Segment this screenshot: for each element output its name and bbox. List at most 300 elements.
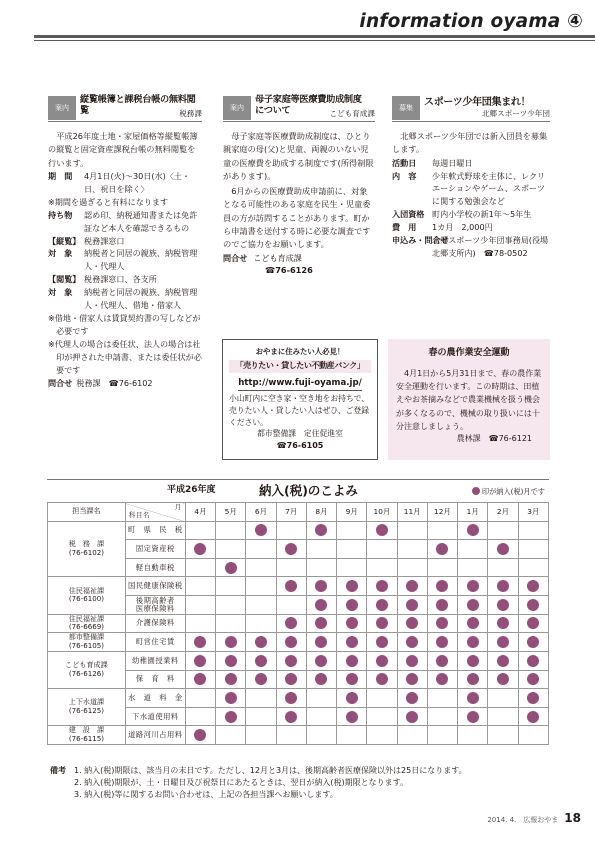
detail-key: 期 間 (48, 170, 73, 181)
payment-dot-icon (255, 673, 267, 685)
month-cell (276, 521, 306, 540)
payment-dot-icon (194, 636, 206, 648)
month-cell (397, 652, 427, 671)
month-header: 2月 (488, 503, 518, 522)
category-tag: 募集 (392, 96, 420, 120)
corner-month-label: 月 (174, 503, 182, 511)
month-cell (185, 558, 215, 577)
item-cell: 固定資産税 (125, 540, 185, 559)
payment-dot-icon (315, 580, 327, 592)
detail-value: 少年軟式野球を主体に、レクリエーションやゲーム、スポーツに関する勉強会など (432, 170, 546, 207)
month-cell (306, 707, 336, 726)
month-cell (518, 670, 548, 689)
payment-dot-icon (194, 729, 206, 741)
payment-dot-icon (527, 617, 539, 629)
box-contact: 農林課 ☎76-6121 (456, 433, 532, 443)
detail-value: 4月1日(火)〜30日(水)〈土・日、祝日を除く〉 (84, 170, 191, 194)
month-cell (216, 558, 246, 577)
article-paragraph: 6月からの医療費助成申請前に、対象となる可能性のある家庭を民生・児童委員の方が訪問することがあります。町から申請書を送付する時に必要な調査ですのでご協力をお願いします。 (223, 186, 371, 250)
payment-dot-icon (376, 636, 388, 648)
item-cell: 軽自動車税 (125, 558, 185, 577)
table-row (48, 652, 549, 671)
month-cell (306, 726, 336, 745)
payment-dot-icon (346, 617, 358, 629)
payment-dot-icon (194, 655, 206, 667)
month-cell (216, 540, 246, 559)
payment-dot-icon (315, 599, 327, 611)
payment-dot-icon (467, 711, 479, 723)
month-cell (427, 670, 457, 689)
article-header (392, 92, 550, 122)
detail-key: 入団資格 (392, 209, 425, 220)
month-cell (458, 614, 488, 633)
month-cell (458, 689, 488, 708)
payment-dot-icon (194, 543, 206, 555)
month-cell (488, 577, 518, 596)
month-cell (185, 633, 215, 652)
detail-row (48, 235, 202, 248)
payment-dot-icon (497, 655, 509, 667)
payment-dot-icon (255, 655, 267, 667)
month-cell (216, 707, 246, 726)
payment-dot-icon (467, 580, 479, 592)
month-cell (367, 707, 397, 726)
month-cell (427, 595, 457, 614)
month-cell (458, 595, 488, 614)
payment-dot-icon (406, 636, 418, 648)
payment-dot-icon (346, 599, 358, 611)
payment-dot-icon (376, 673, 388, 685)
payment-dot-icon (527, 673, 539, 685)
month-cell (185, 652, 215, 671)
month-header: 1月 (458, 503, 488, 522)
box-title: 「売りたい・貸したい不動産バンク」 (229, 360, 371, 372)
note-item: 1. 納入(税)期限は、該当月の末日です。ただし、12月と3月は、後期高齢者医療保険以外は25日になります。 (74, 766, 467, 775)
dept-cell: 建 設 課 (76-6115) (48, 726, 126, 745)
payment-dot-icon (315, 524, 327, 536)
month-header: 9月 (337, 503, 367, 522)
detail-value: ※期間を過ぎると有料になります (48, 196, 169, 207)
month-cell (246, 521, 276, 540)
payment-dot-icon (406, 711, 418, 723)
payment-dot-icon (346, 636, 358, 648)
item-cell: 介護保険料 (125, 614, 185, 633)
category-tag: 案内 (223, 96, 251, 120)
contact-label: 問合せ (223, 252, 248, 263)
article-dept: こども育成課 (329, 109, 375, 119)
article-header (223, 92, 375, 122)
real-estate-bank-box (222, 339, 378, 460)
item-cell: 水 道 料 金 (125, 689, 185, 708)
payment-dot-icon (315, 673, 327, 685)
payment-dot-icon (497, 543, 509, 555)
month-cell (337, 540, 367, 559)
corner-header (125, 503, 185, 522)
month-cell (427, 614, 457, 633)
month-cell (397, 521, 427, 540)
month-cell (367, 726, 397, 745)
month-header: 10月 (367, 503, 397, 522)
dept-cell: 都市整備課 (76-6105) (48, 633, 126, 652)
payment-dot-icon (436, 655, 448, 667)
dept-header: 担当課名 (48, 503, 126, 522)
farm-safety-box (388, 339, 550, 460)
month-cell (458, 652, 488, 671)
month-cell (367, 614, 397, 633)
detail-row (392, 157, 550, 170)
month-cell (216, 689, 246, 708)
detail-value: 納税者と同居の親族、納税管理人・代理人、借地・借家人 (84, 287, 198, 311)
corner-item-label: 科目名 (128, 511, 150, 520)
month-cell (488, 652, 518, 671)
calendar-year: 平成26年度 (167, 485, 216, 495)
payment-dot-icon (467, 524, 479, 536)
month-cell (397, 707, 427, 726)
article-title: 縦覧帳簿と課税台帳の無料閲覧 (80, 94, 196, 117)
month-cell (306, 595, 336, 614)
box-text: 小山町内に空き家・空き地をお持ちで、売りたい人・貸したい人はぜひ、ご登録ください。 (229, 394, 370, 427)
article-medical-aid (223, 92, 375, 277)
month-cell (276, 614, 306, 633)
detail-value: 北郷スポーツ少年団事務局(役場北郷支所内) ☎78-0502 (432, 235, 549, 259)
month-cell (185, 689, 215, 708)
detail-key: 内 容 (392, 170, 417, 181)
month-cell (337, 521, 367, 540)
payment-dot-icon (406, 599, 418, 611)
month-header: 7月 (276, 503, 306, 522)
article-intro: 平成26年度土地・家屋価格等縦覧帳簿の縦覧と固定資産課税台帳の無料閲覧を行います。 (48, 131, 198, 168)
payment-dot-icon (527, 599, 539, 611)
website-link[interactable]: http://www.fuji-oyama.jp/ (238, 377, 362, 391)
payment-dot-icon (406, 655, 418, 667)
month-cell (337, 707, 367, 726)
month-cell (337, 558, 367, 577)
month-cell (518, 652, 548, 671)
month-cell (337, 577, 367, 596)
article-details (392, 157, 550, 261)
month-cell (488, 707, 518, 726)
article-sports-club (392, 92, 550, 260)
payment-dot-icon (346, 580, 358, 592)
detail-key: 【閲覧】 (48, 274, 81, 285)
month-cell (427, 577, 457, 596)
month-cell (367, 670, 397, 689)
detail-key: 持ち物 (48, 209, 73, 220)
month-cell (185, 707, 215, 726)
payment-dot-icon (376, 580, 388, 592)
month-cell (306, 689, 336, 708)
table-row (48, 726, 549, 745)
month-cell (427, 707, 457, 726)
month-cell (397, 577, 427, 596)
detail-value: 税務課窓口、各支所 (84, 274, 157, 285)
payment-dot-icon (497, 673, 509, 685)
month-cell (216, 614, 246, 633)
month-cell (367, 558, 397, 577)
month-cell (216, 652, 246, 671)
item-cell: 町 県 民 税 (125, 521, 185, 540)
payment-dot-icon (527, 636, 539, 648)
item-cell: 後期高齢者 医療保険料 (125, 595, 185, 614)
payment-dot-icon (285, 636, 297, 648)
payment-dot-icon (285, 692, 297, 704)
month-cell (458, 540, 488, 559)
payment-dot-icon (406, 617, 418, 629)
article-note: ※代理人の場合は委任状、法人の場合は社印が押された申請書、または委任状が必要です (48, 339, 202, 375)
month-cell (276, 595, 306, 614)
month-cell (246, 558, 276, 577)
month-cell (488, 614, 518, 633)
payment-dot-icon (436, 580, 448, 592)
detail-value: 認め印、納税通知書または免許証など本人を確認できるもの (84, 209, 198, 233)
month-cell (246, 540, 276, 559)
month-cell (246, 595, 276, 614)
contact-dept: こども育成課 (253, 252, 302, 263)
notes-label: 備考 (50, 766, 66, 775)
payment-dot-icon (497, 580, 509, 592)
article-intro: 北郷スポーツ少年団では新入団員を募集します。 (392, 131, 548, 155)
month-cell (337, 670, 367, 689)
month-cell (488, 521, 518, 540)
payment-dot-icon (436, 543, 448, 555)
payment-dot-icon (285, 655, 297, 667)
month-cell (427, 726, 457, 745)
month-cell (427, 689, 457, 708)
month-cell (488, 595, 518, 614)
payment-dot-icon (527, 711, 539, 723)
article-note: ※借地・借家人は賃貸契約書の写しなどが必要です (48, 313, 201, 337)
note-item: 3. 納入(税)等に関するお問い合わせは、上記の各担当課へお願いします。 (74, 790, 338, 799)
detail-value: 毎週日曜日 (432, 157, 473, 168)
month-cell (185, 614, 215, 633)
detail-value: 1カ月 2,000円 (432, 222, 493, 233)
payment-dot-icon (376, 599, 388, 611)
page-number: 18 (564, 811, 581, 826)
item-cell: 保 育 料 (125, 670, 185, 689)
payment-dot-icon (225, 692, 237, 704)
month-cell (185, 670, 215, 689)
detail-row (48, 209, 202, 235)
detail-key: 【縦覧】 (48, 235, 81, 246)
payment-dot-icon (527, 655, 539, 667)
month-cell (216, 577, 246, 596)
payment-dot-icon (315, 636, 327, 648)
detail-key: 対 象 (48, 248, 73, 259)
month-cell (488, 726, 518, 745)
month-cell (458, 577, 488, 596)
month-cell (397, 726, 427, 745)
month-cell (427, 521, 457, 540)
payment-dot-icon (285, 711, 297, 723)
calendar-legend (472, 486, 545, 497)
month-cell (276, 670, 306, 689)
month-cell (276, 577, 306, 596)
month-cell (367, 521, 397, 540)
month-cell (337, 689, 367, 708)
table-row (48, 614, 549, 633)
article-details (48, 170, 202, 312)
detail-row (392, 234, 550, 260)
month-cell (518, 689, 548, 708)
month-cell (276, 689, 306, 708)
calendar-notes (50, 765, 467, 801)
article-dept: 税務課 (179, 109, 202, 119)
detail-row (392, 170, 550, 209)
month-header: 12月 (427, 503, 457, 522)
month-cell (246, 726, 276, 745)
header-rule (34, 35, 595, 38)
month-cell (427, 652, 457, 671)
article-tax-ledger (48, 92, 202, 390)
article-dept: 北郷スポーツ少年団 (481, 109, 550, 119)
month-cell (216, 595, 246, 614)
detail-row (48, 286, 202, 312)
payment-dot-icon (285, 617, 297, 629)
month-cell (246, 633, 276, 652)
item-cell: 幼稚園授業料 (125, 652, 185, 671)
month-cell (367, 540, 397, 559)
payment-dot-icon (497, 599, 509, 611)
payment-dot-icon (255, 636, 267, 648)
dept-cell: 住民福祉課 (76-6100) (48, 577, 126, 614)
month-cell (458, 633, 488, 652)
month-cell (367, 595, 397, 614)
payment-dot-icon (406, 692, 418, 704)
month-header: 8月 (306, 503, 336, 522)
payment-dot-icon (255, 524, 267, 536)
item-cell: 下水道使用料 (125, 707, 185, 726)
month-cell (306, 540, 336, 559)
table-row (48, 521, 549, 540)
month-cell (518, 707, 548, 726)
payment-dot-icon (315, 655, 327, 667)
payment-dot-icon (406, 580, 418, 592)
month-cell (337, 726, 367, 745)
month-header: 5月 (216, 503, 246, 522)
payment-dot-icon (467, 655, 479, 667)
detail-key: 活動日 (392, 157, 417, 168)
payment-dot-icon (467, 636, 479, 648)
calendar-header (47, 479, 549, 501)
month-cell (397, 633, 427, 652)
month-cell (216, 633, 246, 652)
payment-dot-icon (346, 692, 358, 704)
month-cell (306, 577, 336, 596)
month-cell (337, 614, 367, 633)
month-cell (458, 670, 488, 689)
month-cell (276, 707, 306, 726)
month-cell (246, 652, 276, 671)
payment-dot-icon (225, 711, 237, 723)
month-cell (246, 614, 276, 633)
month-cell (488, 633, 518, 652)
month-cell (427, 558, 457, 577)
detail-row (48, 196, 202, 209)
payment-dot-icon (225, 562, 237, 574)
payment-dot-icon (467, 617, 479, 629)
month-cell (397, 689, 427, 708)
month-cell (397, 614, 427, 633)
tax-calendar-table (47, 502, 549, 745)
month-cell (306, 614, 336, 633)
month-cell (367, 689, 397, 708)
header-rule-thin (34, 40, 595, 41)
box-title: 春の農作業安全運動 (428, 348, 510, 358)
payment-dot-icon (346, 655, 358, 667)
note-item: 2. 納入(税)期限が、土・日曜日及び祝祭日にあたるときは、翌日が納入(税)期限となります。 (74, 778, 409, 787)
month-cell (306, 670, 336, 689)
payment-dot-icon (285, 673, 297, 685)
month-cell (518, 577, 548, 596)
month-cell (246, 577, 276, 596)
month-cell (276, 652, 306, 671)
payment-dot-icon (376, 524, 388, 536)
box-text: 4月1日から5月31日まで、春の農作業安全運動を行います。この時期は、田植えやお茶摘みなどで農業機械を扱う機会が多くなるので、機械の取り扱いには十分注意しましょう。 (396, 368, 542, 431)
month-cell (337, 595, 367, 614)
item-cell: 国民健康保険税 (125, 577, 185, 596)
month-cell (427, 633, 457, 652)
month-cell (337, 652, 367, 671)
contact-phone: ☎76-6126 (265, 265, 313, 276)
detail-key: 申込み・問合せ (392, 235, 449, 246)
payment-dot-icon (376, 617, 388, 629)
contact-info: 税務課 ☎76-6102 (76, 377, 153, 388)
table-row (48, 577, 549, 596)
box-lead: おやまに住みたい人必見！ (255, 347, 345, 356)
month-cell (488, 689, 518, 708)
item-cell: 道路河川占用料 (125, 726, 185, 745)
calendar-title: 納入(税)のこよみ (259, 483, 358, 498)
payment-dot-icon (467, 599, 479, 611)
payment-dot-icon (436, 617, 448, 629)
month-cell (367, 652, 397, 671)
payment-dot-icon (436, 636, 448, 648)
month-cell (276, 726, 306, 745)
month-cell (276, 540, 306, 559)
month-cell (518, 726, 548, 745)
detail-value: 納税者と同居の親族、納税管理人・代理人 (84, 248, 198, 272)
month-cell (367, 633, 397, 652)
contact-label: 問合せ (48, 377, 73, 388)
detail-key: 費 用 (392, 222, 417, 233)
month-cell (488, 558, 518, 577)
payment-dot-icon (346, 673, 358, 685)
payment-dot-icon (436, 673, 448, 685)
month-cell (216, 521, 246, 540)
month-cell (306, 521, 336, 540)
payment-dot-icon (376, 655, 388, 667)
month-cell (216, 670, 246, 689)
month-cell (246, 707, 276, 726)
dept-cell: 上下水道課 (76-6125) (48, 689, 126, 726)
month-cell (518, 614, 548, 633)
payment-dot-icon (527, 580, 539, 592)
page-footer (487, 809, 581, 828)
detail-value: 税務課窓口 (84, 235, 125, 246)
payment-dot-icon (285, 543, 297, 555)
detail-row (392, 221, 550, 234)
article-paragraph: 母子家庭等医療費助成制度は、ひとり親家庭の母(父)と児童、両親のいない児童の医療費を助成する制度です(所得制限があります)。 (223, 131, 374, 181)
month-cell (276, 558, 306, 577)
month-cell (185, 595, 215, 614)
month-cell (185, 540, 215, 559)
month-cell (246, 689, 276, 708)
legend-text: 印が納入(税)月です (481, 487, 545, 496)
article-title: 母子家庭等医療費助成制度について (255, 94, 362, 117)
month-cell (518, 521, 548, 540)
dept-cell: 住民福祉課 (76-6669) (48, 614, 126, 633)
month-cell (397, 670, 427, 689)
